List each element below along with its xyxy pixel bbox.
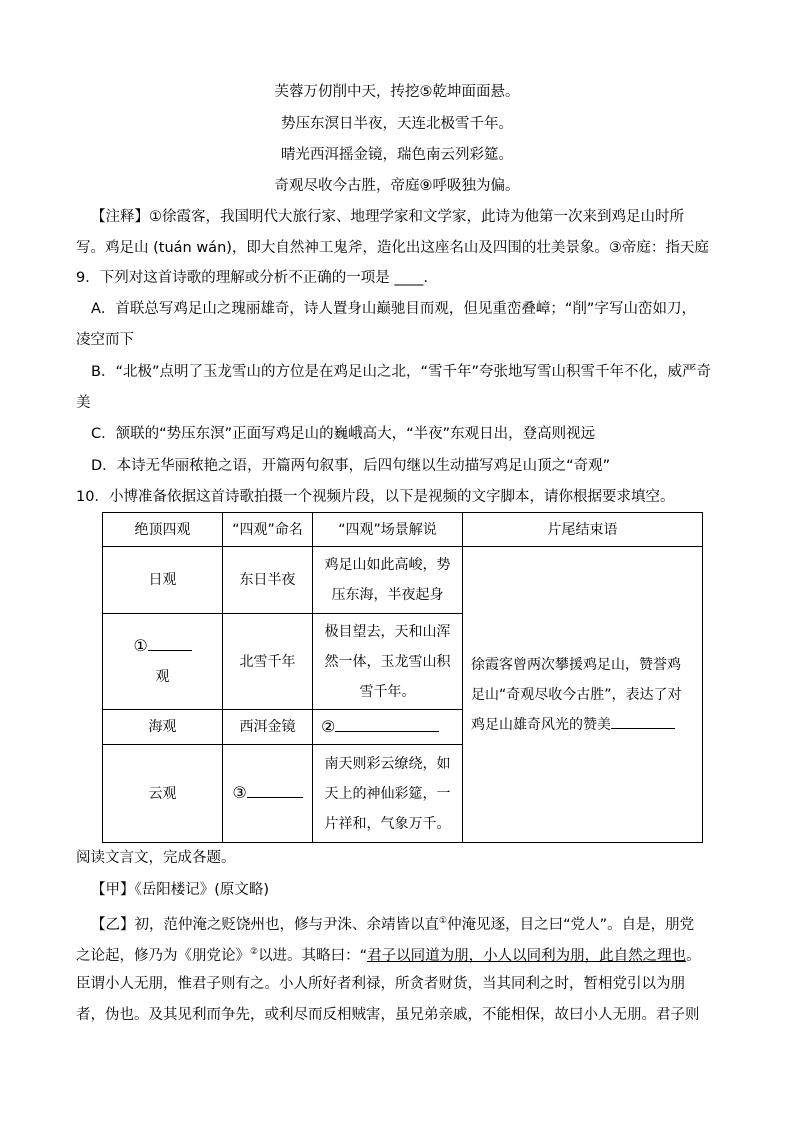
answer-blank[interactable] (148, 636, 192, 651)
scene-text: 片祥和，气象万千。 (324, 815, 451, 832)
poem-line-4: 奇观尽收今古胜，帝庭⑨呼吸独为偏。 (274, 178, 520, 194)
scene-text: 雪千年。 (359, 683, 416, 700)
reading-intro: 阅读文言文，完成各题。 (76, 850, 236, 866)
header-cell: 片尾结束语 (463, 513, 703, 547)
footnote-marker: ① (439, 916, 448, 926)
underlined-sentence: 君子以同道为朋，小人以同利为朋，此自然之理也 (367, 947, 687, 964)
scene-cell (313, 614, 463, 710)
q9-option-c: C．颔联的“势压东溟”正面写鸡足山的巍峨高大，“半夜”东观日出，登高则视远 (91, 426, 596, 442)
reading-yi-line-3: 臣谓小人无朋，惟君子则有之。小人所好者利禄，所贪者财货，当其同利之时，暂相党引以为朋 (76, 976, 685, 992)
reading-yi-line-4: 者，伪也。及其见利而争先，或利尽而反相贼害，虽兄弟亲戚，不能相保，故曰小人无朋。君子则 (76, 1007, 700, 1023)
poem-line-2: 势压东溟日半夜，天连北极雪千年。 (281, 116, 513, 132)
ending-text: 鸡足山雄奇风光的赞美 (471, 716, 611, 733)
view-suffix: 观 (155, 669, 170, 685)
name-cell (223, 745, 313, 843)
blank-marker: ② (321, 716, 336, 736)
reading-yi-line-1: 【乙】初，范仲淹之贬饶州也，修与尹洙、余靖皆以直①仲淹见逐，目之曰“党人”。自是，朋党 (91, 916, 695, 933)
scene-text: 天上的神仙彩筵，一 (324, 785, 451, 802)
name-cell: 北雪千年 (223, 614, 313, 710)
scene-text: 南天则彩云缭绕，如 (324, 755, 451, 772)
view-cell: 云观 (103, 745, 223, 843)
name-cell: 东日半夜 (223, 547, 313, 614)
script-table (102, 512, 703, 843)
note-line-2: 写。鸡足山 (tuán wán)，即大自然神工鬼斧，造化出这座名山及四围的壮美景象。③帝庭：指天庭 (76, 240, 709, 256)
scene-text: 极目望去，天和山浑 (324, 623, 451, 640)
header-cell: “四观”命名 (223, 513, 313, 547)
header-cell: 绝顶四观 (103, 513, 223, 547)
scene-cell (313, 547, 463, 614)
answer-blank[interactable] (247, 783, 303, 798)
scene-cell (313, 745, 463, 843)
answer-blank[interactable] (335, 717, 439, 732)
q10-stem: 10．小博准备依据这首诗歌拍摄一个视频片段，以下是视频的文字脚本，请你根据要求填空。 (76, 489, 675, 505)
note-line-1: 【注释】①徐霞客，我国明代大旅行家、地理学家和文学家，此诗为他第一次来到鸡足山时所 (91, 209, 684, 225)
ending-text: 徐霞客曾两次攀援鸡足山，赞誉鸡 (471, 656, 681, 673)
footnote-marker: ② (250, 947, 259, 957)
scene-text: 压东海，半夜起身 (331, 587, 444, 603)
name-cell: 西洱金镜 (223, 710, 313, 745)
scene-cell (313, 710, 463, 745)
table-row (103, 547, 703, 614)
poem-line-1: 芙蓉万仞削中天，抟挖⑤乾坤面面悬。 (274, 84, 520, 100)
answer-blank[interactable] (611, 714, 675, 729)
q9-option-b-cont: 美 (76, 395, 91, 411)
scene-text: 然一体，玉龙雪山积 (324, 653, 451, 670)
view-cell: 海观 (103, 710, 223, 745)
ending-text: 足山“奇观尽收今古胜”，表达了对 (471, 686, 682, 703)
q9-option-b: B．“北极”点明了玉龙雪山的方位是在鸡足山之北，“雪千年”夸张地写雪山积雪千年不化，威严奇 (91, 364, 711, 380)
scene-text: 鸡足山如此高峻，势 (324, 557, 451, 573)
table-header-row (103, 513, 703, 547)
q9-option-d: D．本诗无华丽秾艳之语，开篇两句叙事，后四句继以生动描写鸡足山顶之“奇观” (91, 458, 611, 474)
view-cell: 日观 (103, 547, 223, 614)
blank-marker: ③ (232, 783, 247, 802)
blank-marker: ① (133, 636, 148, 655)
ending-cell (463, 547, 703, 843)
reading-jia: 【甲】《岳阳楼记》(原文略) (91, 882, 270, 898)
q9-stem: 9．下列对这首诗歌的理解或分析不正确的一项是 ____. (76, 270, 428, 286)
view-cell (103, 614, 223, 710)
header-cell: “四观”场景解说 (313, 513, 463, 547)
q9-option-a-cont: 凌空而下 (76, 332, 134, 348)
poem-line-3: 晴光西洱摇金镜，瑞色南云列彩筵。 (281, 147, 513, 163)
reading-yi-line-2: 之论起，修乃为《朋党论》②以进。其略曰：“君子以同道为朋，小人以同利为朋，此自然之理也。 (76, 947, 701, 964)
q9-option-a: A．首联总写鸡足山之瑰丽雄奇，诗人置身山巅驰目而观，但见重峦叠嶂；“削”字写山峦如刀， (91, 301, 696, 317)
